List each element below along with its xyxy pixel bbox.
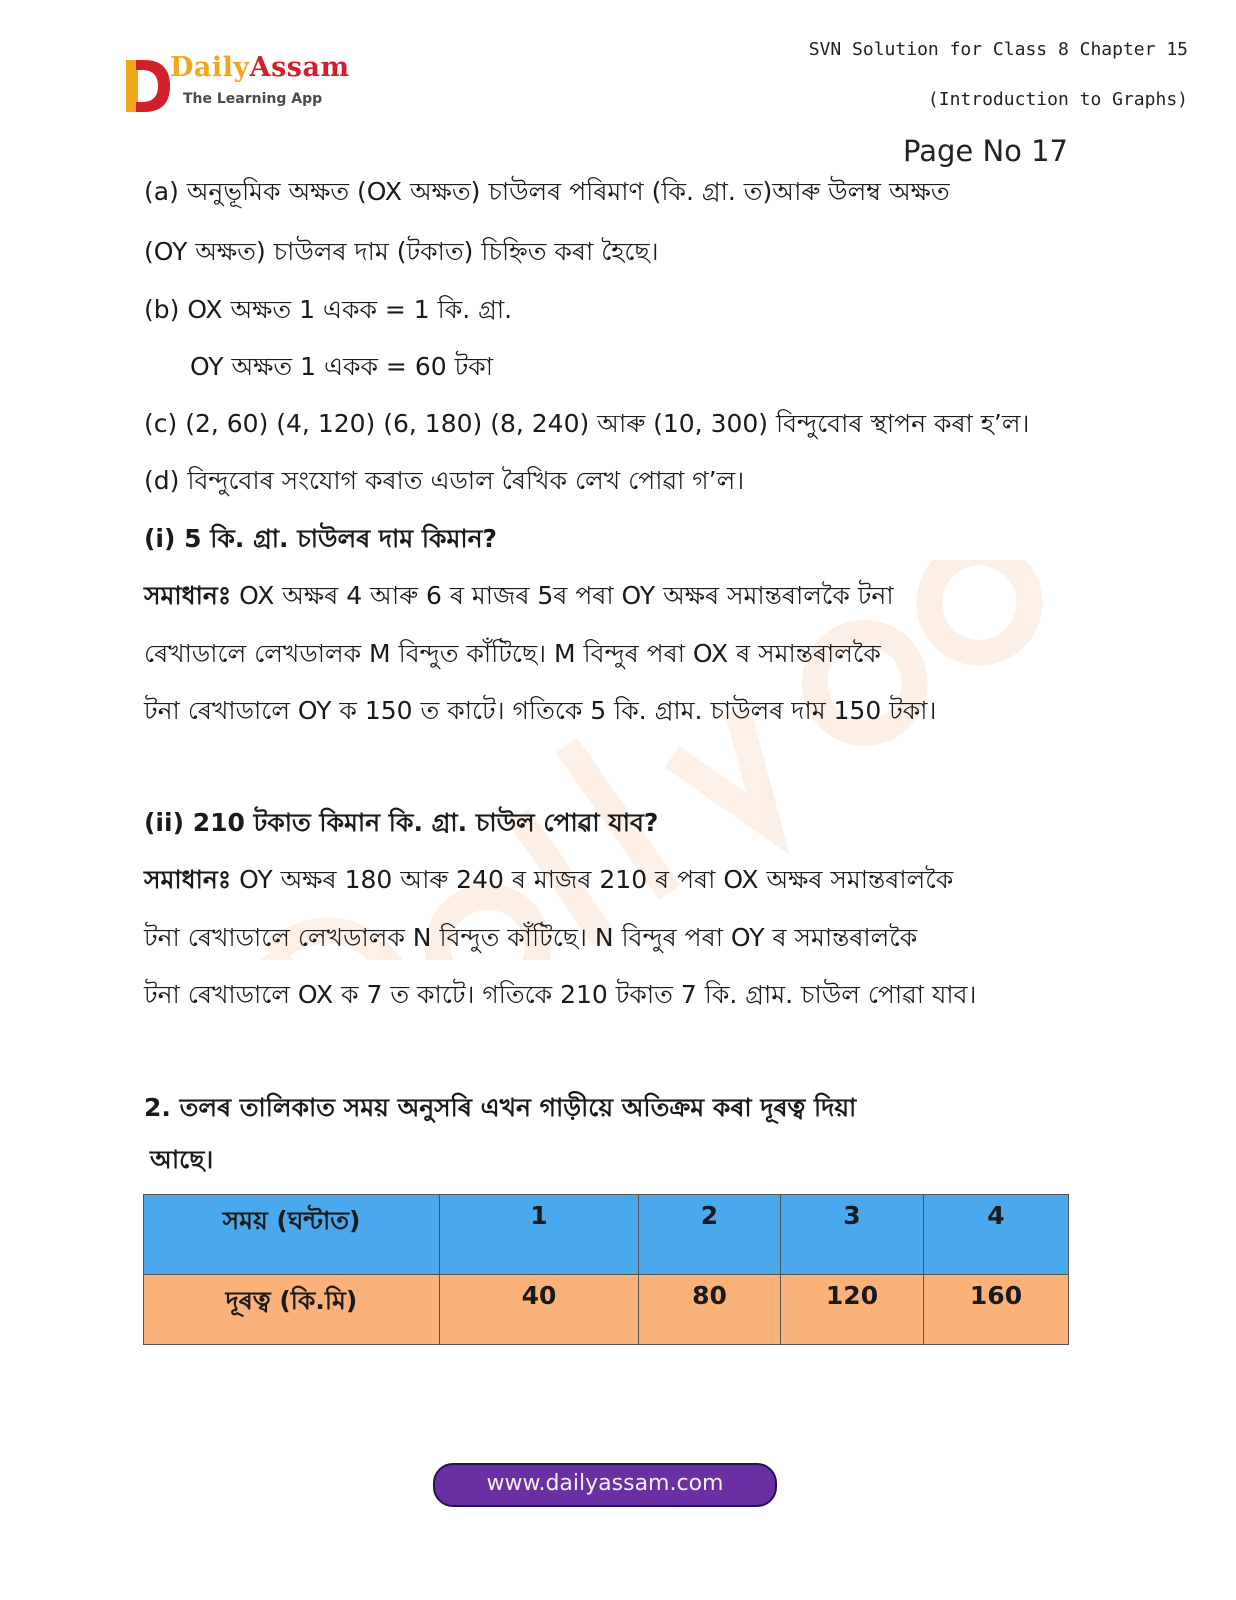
solution-1-line-3: টনা ৰেখাডালে OY ক 150 ত কাটে। গতিকে 5 কি. গ্ৰাম. চাউলৰ দাম 150 টকা। [144,696,937,725]
solution-label: সমাধানঃ [144,865,232,894]
answer-a-line-1: (a) অনুভূমিক অক্ষত (OX অক্ষত) চাউলৰ পৰিমাণ (কি. গ্ৰা. ত)আৰু উলম্ব অক্ষত [144,177,950,206]
table-cell: 120 [781,1275,924,1345]
question-2-line-1: 2. তলৰ তালিকাত সময় অনুসৰি এখন গাড়ীয়ে অতিক্ৰম কৰা দূৰত্ব দিয়া [144,1093,857,1122]
table-cell: 3 [781,1195,924,1275]
solution-2-line-2: টনা ৰেখাডালে লেখডালক N বিন্দুত কাঁটিছে। N বিন্দুৰ পৰা OY ৰ সমান্তৰালকৈ [144,923,918,952]
solution-2-line-1 [144,864,953,896]
question-i: (i) 5 কি. গ্ৰা. চাউলৰ দাম কিমান? [144,524,498,553]
table-cell: 160 [924,1275,1069,1345]
time-distance-table [143,1194,1069,1345]
solution-1-line-2: ৰেখাডালে লেখডালক M বিন্দুত কাঁটিছে। M বিন্দুৰ পৰা OX ৰ সমান্তৰালকৈ [144,639,881,668]
table-row [144,1275,1069,1345]
table-cell: 1 [440,1195,639,1275]
solution-1-text-1: OX অক্ষৰ 4 আৰু 6 ৰ মাজৰ 5ৰ পৰা OY অক্ষৰ সমান্তৰালকৈ টনা [239,581,894,610]
brand-tagline: The Learning App [183,91,323,107]
table-cell: 2 [639,1195,781,1275]
question-2-line-2: আছে। [150,1145,214,1174]
brand-name [170,52,350,83]
brand-name-part2: Assam [249,52,350,83]
document-subtitle: (Introduction to Graphs) [927,89,1188,110]
answer-b-line-2: OY অক্ষত 1 একক = 60 টকা [190,352,493,381]
brand-name-part1: Daily [170,52,250,83]
answer-d-line: (d) বিন্দুবোৰ সংযোগ কৰাত এডাল ৰৈখিক লেখ পোৱা গ’ল। [144,466,745,495]
table-row [144,1195,1069,1275]
answer-c-line: (c) (2, 60) (4, 120) (6, 180) (8, 240) আৰু (10, 300) বিন্দুবোৰ স্থাপন কৰা হ’ল। [144,409,1030,438]
website-link[interactable]: www.dailyassam.com [433,1463,777,1507]
page-number: Page No 17 [903,134,1068,168]
solution-1-line-1 [144,580,894,612]
solution-2-text-1: OY অক্ষৰ 180 আৰু 240 ৰ মাজৰ 210 ৰ পৰা OX অক্ষৰ সমান্তৰালকৈ [239,865,954,894]
table-cell: 80 [639,1275,781,1345]
watermark-logo [150,560,1150,960]
table-cell: 4 [924,1195,1069,1275]
solution-2-line-3: টনা ৰেখাডালে OX ক 7 ত কাটে। গতিকে 210 টকাত 7 কি. গ্ৰাম. চাউল পোৱা যাব। [144,980,977,1009]
table-cell: 40 [440,1275,639,1345]
table-row-label: দূৰত্ব (কি.মি) [144,1275,440,1345]
document-title: SVN Solution for Class 8 Chapter 15 [808,39,1188,60]
question-ii: (ii) 210 টকাত কিমান কি. গ্ৰা. চাউল পোৱা যাব? [144,808,659,837]
answer-a-line-2: (OY অক্ষত) চাউলৰ দাম (টকাত) চিহ্নিত কৰা হৈছে। [144,237,659,266]
solution-label: সমাধানঃ [144,581,232,610]
brand-logo-icon [126,58,172,114]
table-row-label: সময় (ঘন্টাত) [144,1195,440,1275]
answer-b-line-1: (b) OX অক্ষত 1 একক = 1 কি. গ্ৰা. [144,295,513,324]
